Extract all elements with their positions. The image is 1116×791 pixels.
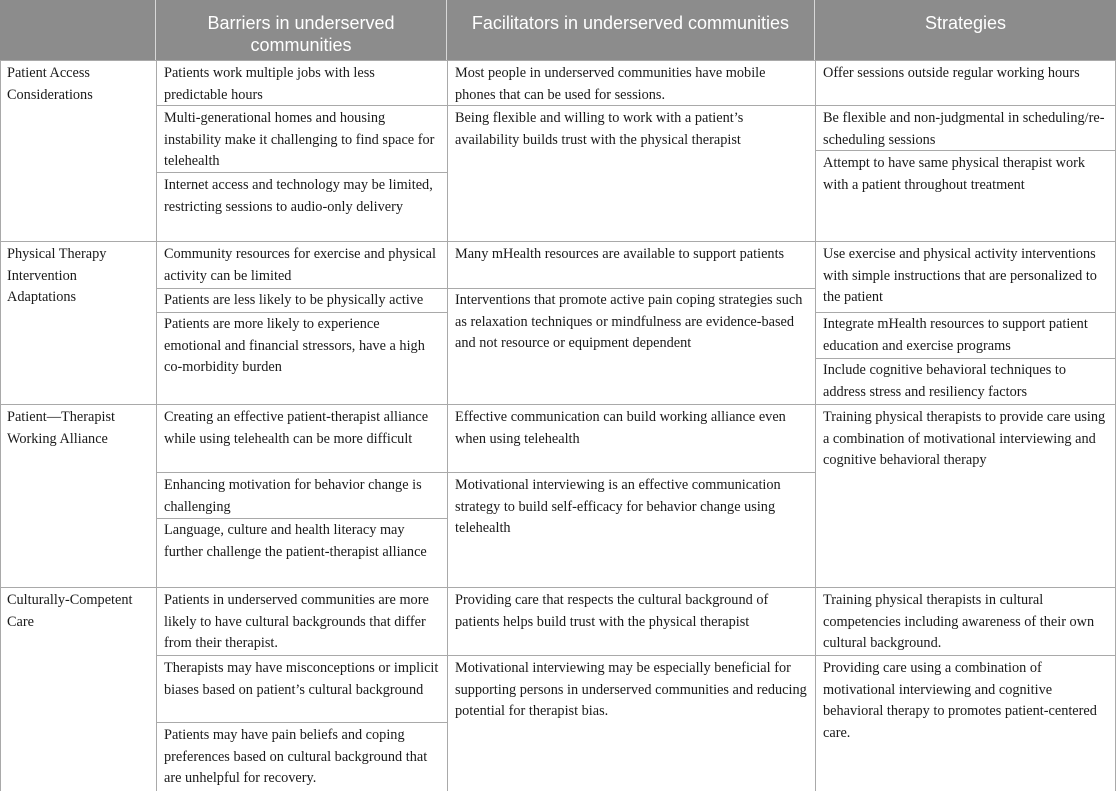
facilitator-cell: Effective communication can build working alliance even when using telehealth [455,409,786,447]
barrier-cell: Patients are more likely to experience emotional and financial stressors, have a high co-morbidity burden [164,316,425,375]
grid-line [156,60,157,791]
barrier-cell: Language, culture and health literacy may further challenge the patient-therapist alliance [164,522,427,560]
header-blank-cell [0,0,156,60]
row-label-patient-access: Patient Access Considerations [7,65,93,103]
header-strategies [815,0,1116,60]
strategy-cell: Providing care using a combination of motivational interviewing and cognitive behavioral therapy to promotes patient-centered care. [823,660,1097,741]
strategy-cell: Use exercise and physical activity interventions with simple instructions that are personalized to the patient [823,246,1097,305]
barrier-cell: Patients in underserved communities are more likely to have cultural backgrounds that differ from their therapist. [164,592,429,651]
grid-line [447,60,448,791]
grid-line [815,105,1116,106]
header-barriers-text: Barriers in underserved communities [207,13,395,55]
barrier-cell: Internet access and technology may be limited, restricting sessions to audio-only delivery [164,177,433,215]
barrier-cell: Multi-generational homes and housing instability make it challenging to find space for telehealth [164,110,435,169]
grid-line [447,472,815,473]
grid-line [815,60,816,791]
strategy-cell: Be flexible and non-judgmental in scheduling/re-scheduling sessions [823,110,1105,148]
strategy-cell: Include cognitive behavioral techniques to address stress and resiliency factors [823,362,1066,400]
barrier-cell: Patients may have pain beliefs and coping preferences based on cultural background that are unhelpful for recovery. [164,727,428,786]
strategy-cell: Offer sessions outside regular working hours [823,65,1080,81]
strategy-cell: Integrate mHealth resources to support patient education and exercise programs [823,316,1088,354]
facilitator-cell: Being flexible and willing to work with a patient’s availability builds trust with the physical therapist [455,110,744,148]
barrier-cell: Patients work multiple jobs with less predictable hours [164,65,375,103]
facilitator-cell: Motivational interviewing may be especially beneficial for supporting persons in underserved communities and reducing potential for therapist bias. [455,660,807,719]
header-barriers [156,0,447,60]
grid-line [815,358,1116,359]
grid-line [156,288,447,289]
row-label-cultural-care: Culturally-Competent Care [7,592,133,630]
header-strategies-text: Strategies [924,13,1007,33]
header-facilitators [447,0,815,60]
barrier-cell: Patients are less likely to be physically active [164,292,424,308]
barrier-cell: Therapists may have misconceptions or implicit biases based on patient’s cultural background [164,660,439,698]
row-label-pt-intervention: Physical Therapy Intervention Adaptations [7,246,107,305]
grid-line [156,518,447,519]
barrier-cell: Creating an effective patient-therapist alliance while using telehealth can be more difficult [164,409,429,447]
grid-line [0,60,1116,61]
facilitator-cell: Interventions that promote active pain coping strategies such as relaxation techniques or mindfulness are evidence-based and not resource or equipment dependent [455,292,803,351]
grid-line [0,404,1116,405]
grid-line [156,655,447,656]
row-label-working-alliance: Patient—Therapist Working Alliance [7,409,115,447]
grid-line [447,105,815,106]
strategy-cell: Attempt to have same physical therapist work with a patient throughout treatment [823,155,1086,193]
facilitator-cell: Many mHealth resources are available to support patients [455,246,785,262]
grid-line [156,312,447,313]
facilitator-cell: Most people in underserved communities have mobile phones that can be used for sessions. [455,65,766,103]
header-facilitators-text: Facilitators in underserved communities [471,13,790,33]
grid-line [156,105,447,106]
grid-line [0,587,1116,588]
grid-line [0,241,1116,242]
grid-line [447,655,815,656]
grid-line [156,172,447,173]
barrier-cell: Community resources for exercise and physical activity can be limited [164,246,436,284]
grid-line [815,655,1116,656]
grid-line [0,60,1,791]
grid-line [447,288,815,289]
grid-line [815,150,1116,151]
grid-line [156,722,447,723]
facilitator-cell: Providing care that respects the cultural background of patients helps build trust with the physical therapist [455,592,769,630]
facilitator-cell: Motivational interviewing is an effective communication strategy to build self-efficacy for behavior change using telehealth [455,477,781,536]
grid-line [156,472,447,473]
strategy-cell: Training physical therapists to provide care using a combination of motivational interviewing and cognitive behavioral therapy [823,409,1106,468]
grid-line [815,312,1116,313]
barrier-cell: Enhancing motivation for behavior change is challenging [164,477,422,515]
strategy-cell: Training physical therapists in cultural competencies including awareness of their own cultural background. [823,592,1095,651]
